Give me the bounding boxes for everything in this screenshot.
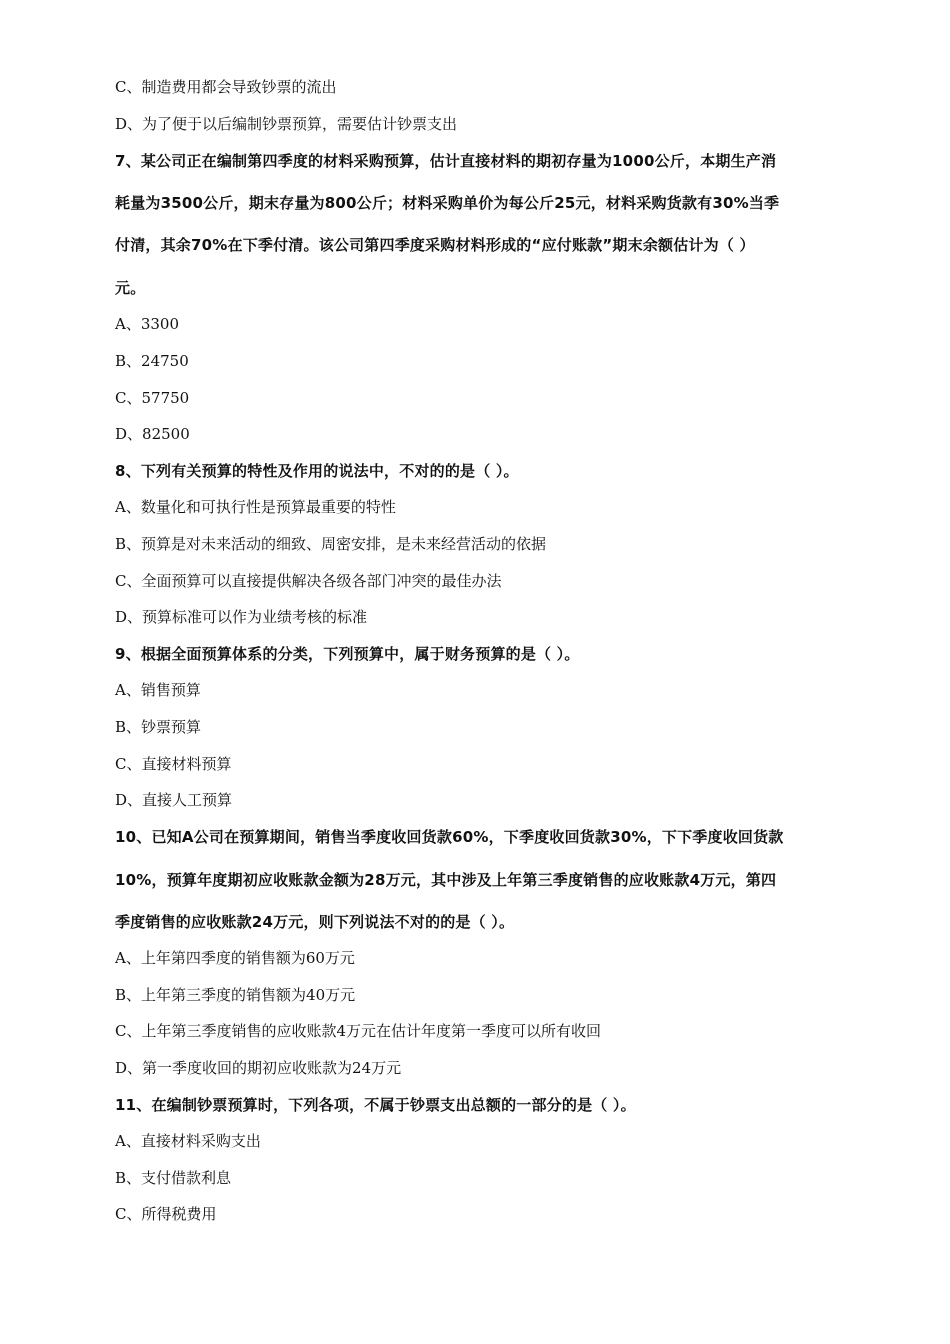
q8-option-a: A、数量化和可执行性是预算最重要的特性 <box>115 498 396 516</box>
q7-stem-line-4: 元。 <box>115 279 146 297</box>
q11-option-b: B、支付借款利息 <box>115 1169 232 1187</box>
q9-option-a: A、销售预算 <box>115 681 201 699</box>
q7-option-a: A、3300 <box>115 315 180 333</box>
q10-stem-line-1: 10、已知A公司在预算期间，销售当季度收回货款60%，下季度收回货款30%，下下季度收回货款 <box>115 828 784 846</box>
q10-option-c: C、上年第三季度销售的应收账款4万元在估计年度第一季度可以所有收回 <box>115 1022 602 1040</box>
q6-option-c: C、制造费用都会导致钞票的流出 <box>115 78 337 96</box>
q7-stem-line-3: 付清，其余70%在下季付清。该公司第四季度采购材料形成的“应付账款”期末余额估计为（ ） <box>115 236 755 254</box>
q6-option-d: D、为了便于以后编制钞票预算，需要估计钞票支出 <box>115 115 458 133</box>
q7-stem-line-2: 耗量为3500公斤，期末存量为800公斤；材料采购单价为每公斤25元，材料采购货款有30%当季 <box>115 194 780 212</box>
q11-stem: 11、在编制钞票预算时，下列各项，不属于钞票支出总额的一部分的是（ ）。 <box>115 1096 636 1114</box>
q7-option-b: B、24750 <box>115 352 189 370</box>
q8-stem: 8、下列有关预算的特性及作用的说法中，不对的的是（ ）。 <box>115 462 519 480</box>
q9-option-b: B、钞票预算 <box>115 718 202 736</box>
q11-option-c: C、所得税费用 <box>115 1205 217 1223</box>
q9-option-d: D、直接人工预算 <box>115 791 233 809</box>
q7-stem-line-1: 7、某公司正在编制第四季度的材料采购预算，估计直接材料的期初存量为1000公斤，本期生产消 <box>115 152 777 170</box>
q10-option-d: D、第一季度收回的期初应收账款为24万元 <box>115 1059 402 1077</box>
q7-option-d: D、82500 <box>115 425 190 443</box>
q9-option-c: C、直接材料预算 <box>115 755 232 773</box>
q10-option-a: A、上年第四季度的销售额为60万元 <box>115 949 355 967</box>
q8-option-c: C、全面预算可以直接提供解决各级各部门冲突的最佳办法 <box>115 572 502 590</box>
q10-stem-line-3: 季度销售的应收账款24万元，则下列说法不对的的是（ ）。 <box>115 913 515 931</box>
q8-option-b: B、预算是对未来活动的细致、周密安排，是未来经营活动的依据 <box>115 535 547 553</box>
q7-option-c: C、57750 <box>115 389 190 407</box>
q10-stem-line-2: 10%，预算年度期初应收账款金额为28万元，其中涉及上年第三季度销售的应收账款4万元，第四 <box>115 871 777 889</box>
q10-option-b: B、上年第三季度的销售额为40万元 <box>115 986 356 1004</box>
q8-option-d: D、预算标准可以作为业绩考核的标准 <box>115 608 368 626</box>
q9-stem: 9、根据全面预算体系的分类，下列预算中，属于财务预算的是（ ）。 <box>115 645 580 663</box>
q11-option-a: A、直接材料采购支出 <box>115 1132 261 1150</box>
